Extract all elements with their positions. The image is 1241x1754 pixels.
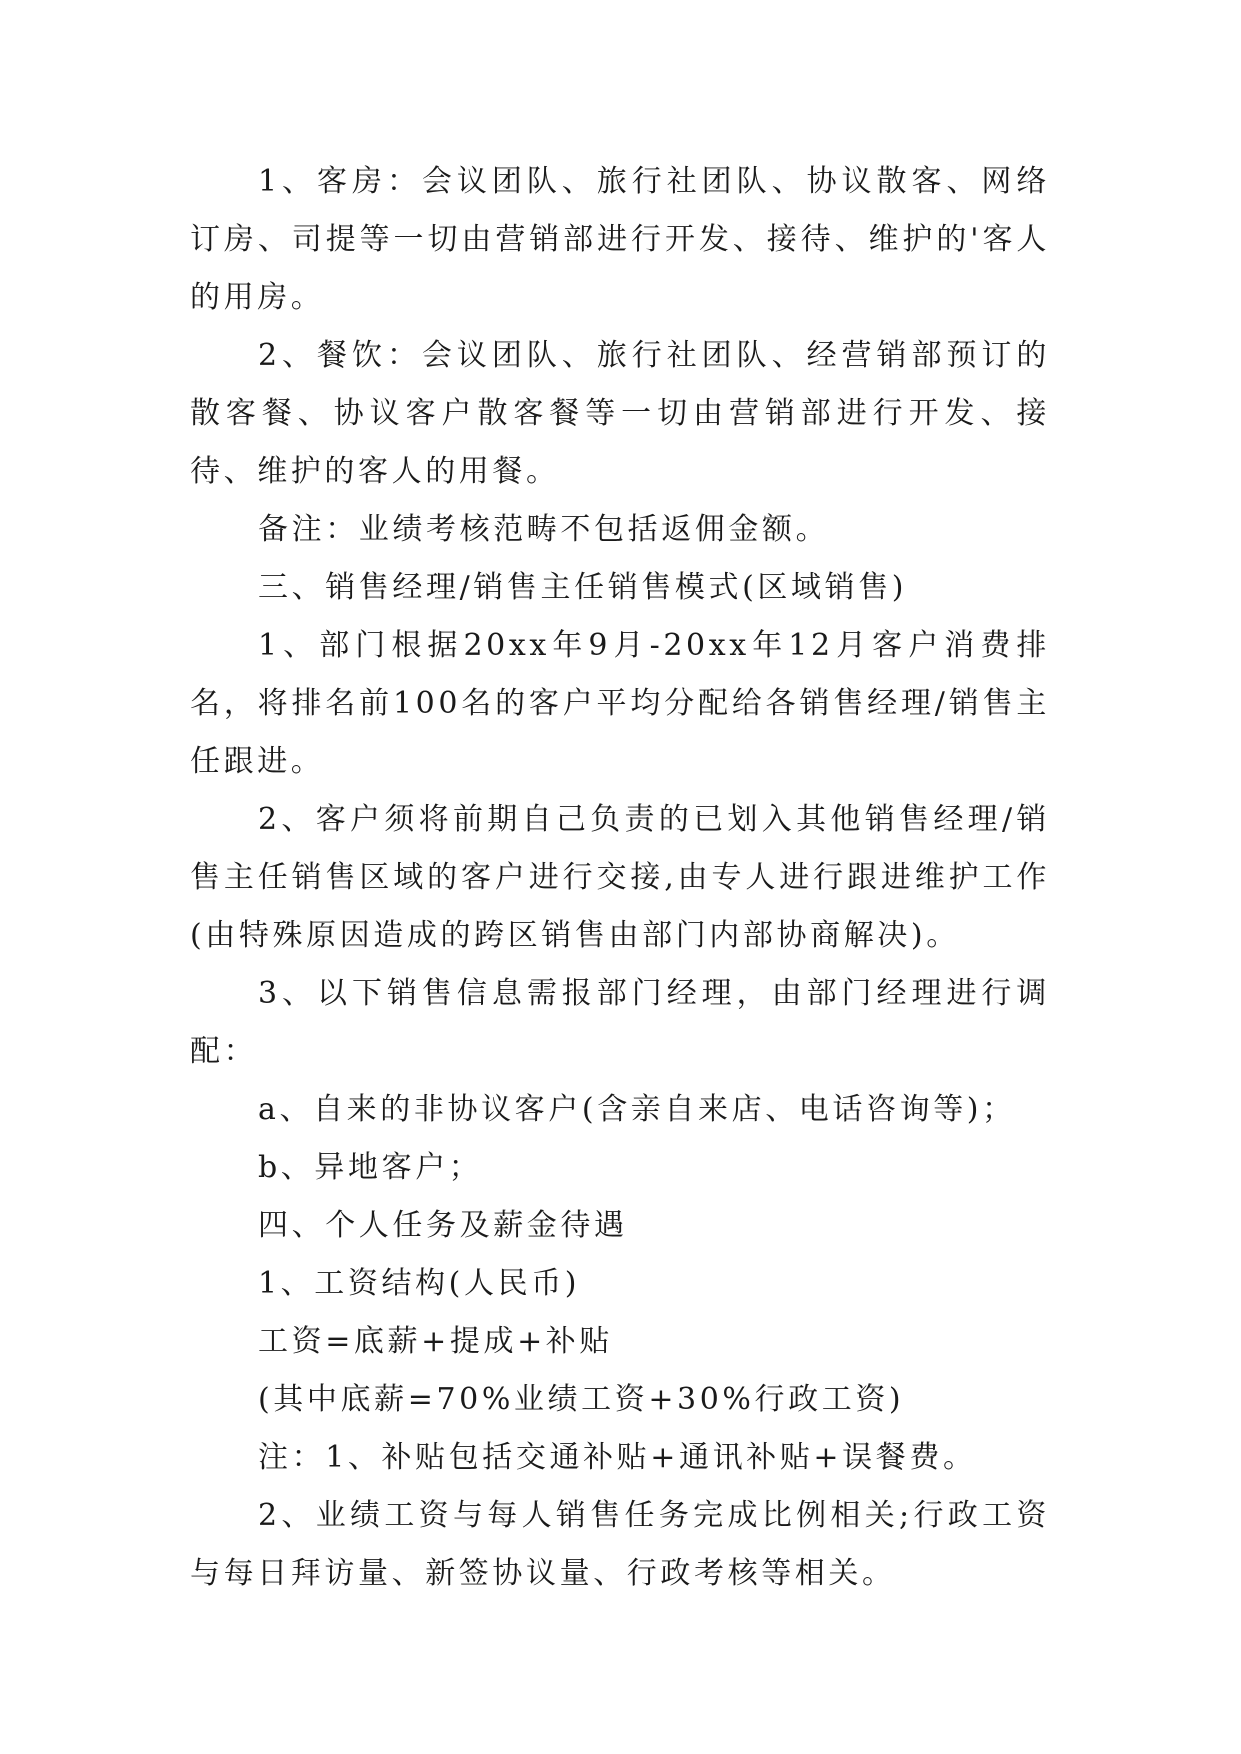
paragraph-room: 1、客房：会议团队、旅行社团队、协议散客、网络订房、司提等一切由营销部进行开发、接待、维护的'客人的用房。 bbox=[190, 164, 1050, 315]
paragraph-salary-formula: 工资=底薪+提成+补贴 bbox=[258, 1324, 614, 1359]
paragraph-ranking: 1、部门根据20xx年9月-20xx年12月客户消费排名，将排名前100名的客户平均分配给各销售经理/销售主任跟进。 bbox=[190, 628, 1050, 779]
paragraph-base-salary: (其中底薪=70%业绩工资+30%行政工资) bbox=[258, 1382, 905, 1417]
paragraph-handover: 2、客户须将前期自己负责的已划入其他销售经理/销售主任销售区域的客户进行交接,由专人进行跟进维护工作(由特殊原因造成的跨区销售由部门内部协商解决)。 bbox=[190, 802, 1050, 953]
paragraph-catering: 2、餐饮：会议团队、旅行社团队、经营销部预订的散客餐、协议客户散客餐等一切由营销部进行开发、接待、维护的客人的用餐。 bbox=[190, 338, 1050, 489]
paragraph-performance-salary: 2、业绩工资与每人销售任务完成比例相关;行政工资与每日拜访量、新签协议量、行政考核等相关。 bbox=[190, 1498, 1050, 1591]
paragraph-report: 3、以下销售信息需报部门经理，由部门经理进行调配： bbox=[190, 976, 1050, 1069]
paragraph-salary-structure: 1、工资结构(人民币) bbox=[258, 1266, 581, 1301]
document-body bbox=[190, 153, 1050, 1603]
paragraph-allowance-note: 注：1、补贴包括交通补贴+通讯补贴+误餐费。 bbox=[258, 1440, 977, 1475]
list-item-walk-in: a、自来的非协议客户(含亲自来店、电话咨询等)； bbox=[258, 1092, 1016, 1127]
section-heading-salary: 四、个人任务及薪金待遇 bbox=[258, 1208, 628, 1243]
section-heading-sales-mode: 三、销售经理/销售主任销售模式(区域销售) bbox=[258, 570, 908, 605]
paragraph-note: 备注：业绩考核范畴不包括返佣金额。 bbox=[258, 512, 830, 547]
list-item-remote: b、异地客户； bbox=[258, 1150, 483, 1185]
